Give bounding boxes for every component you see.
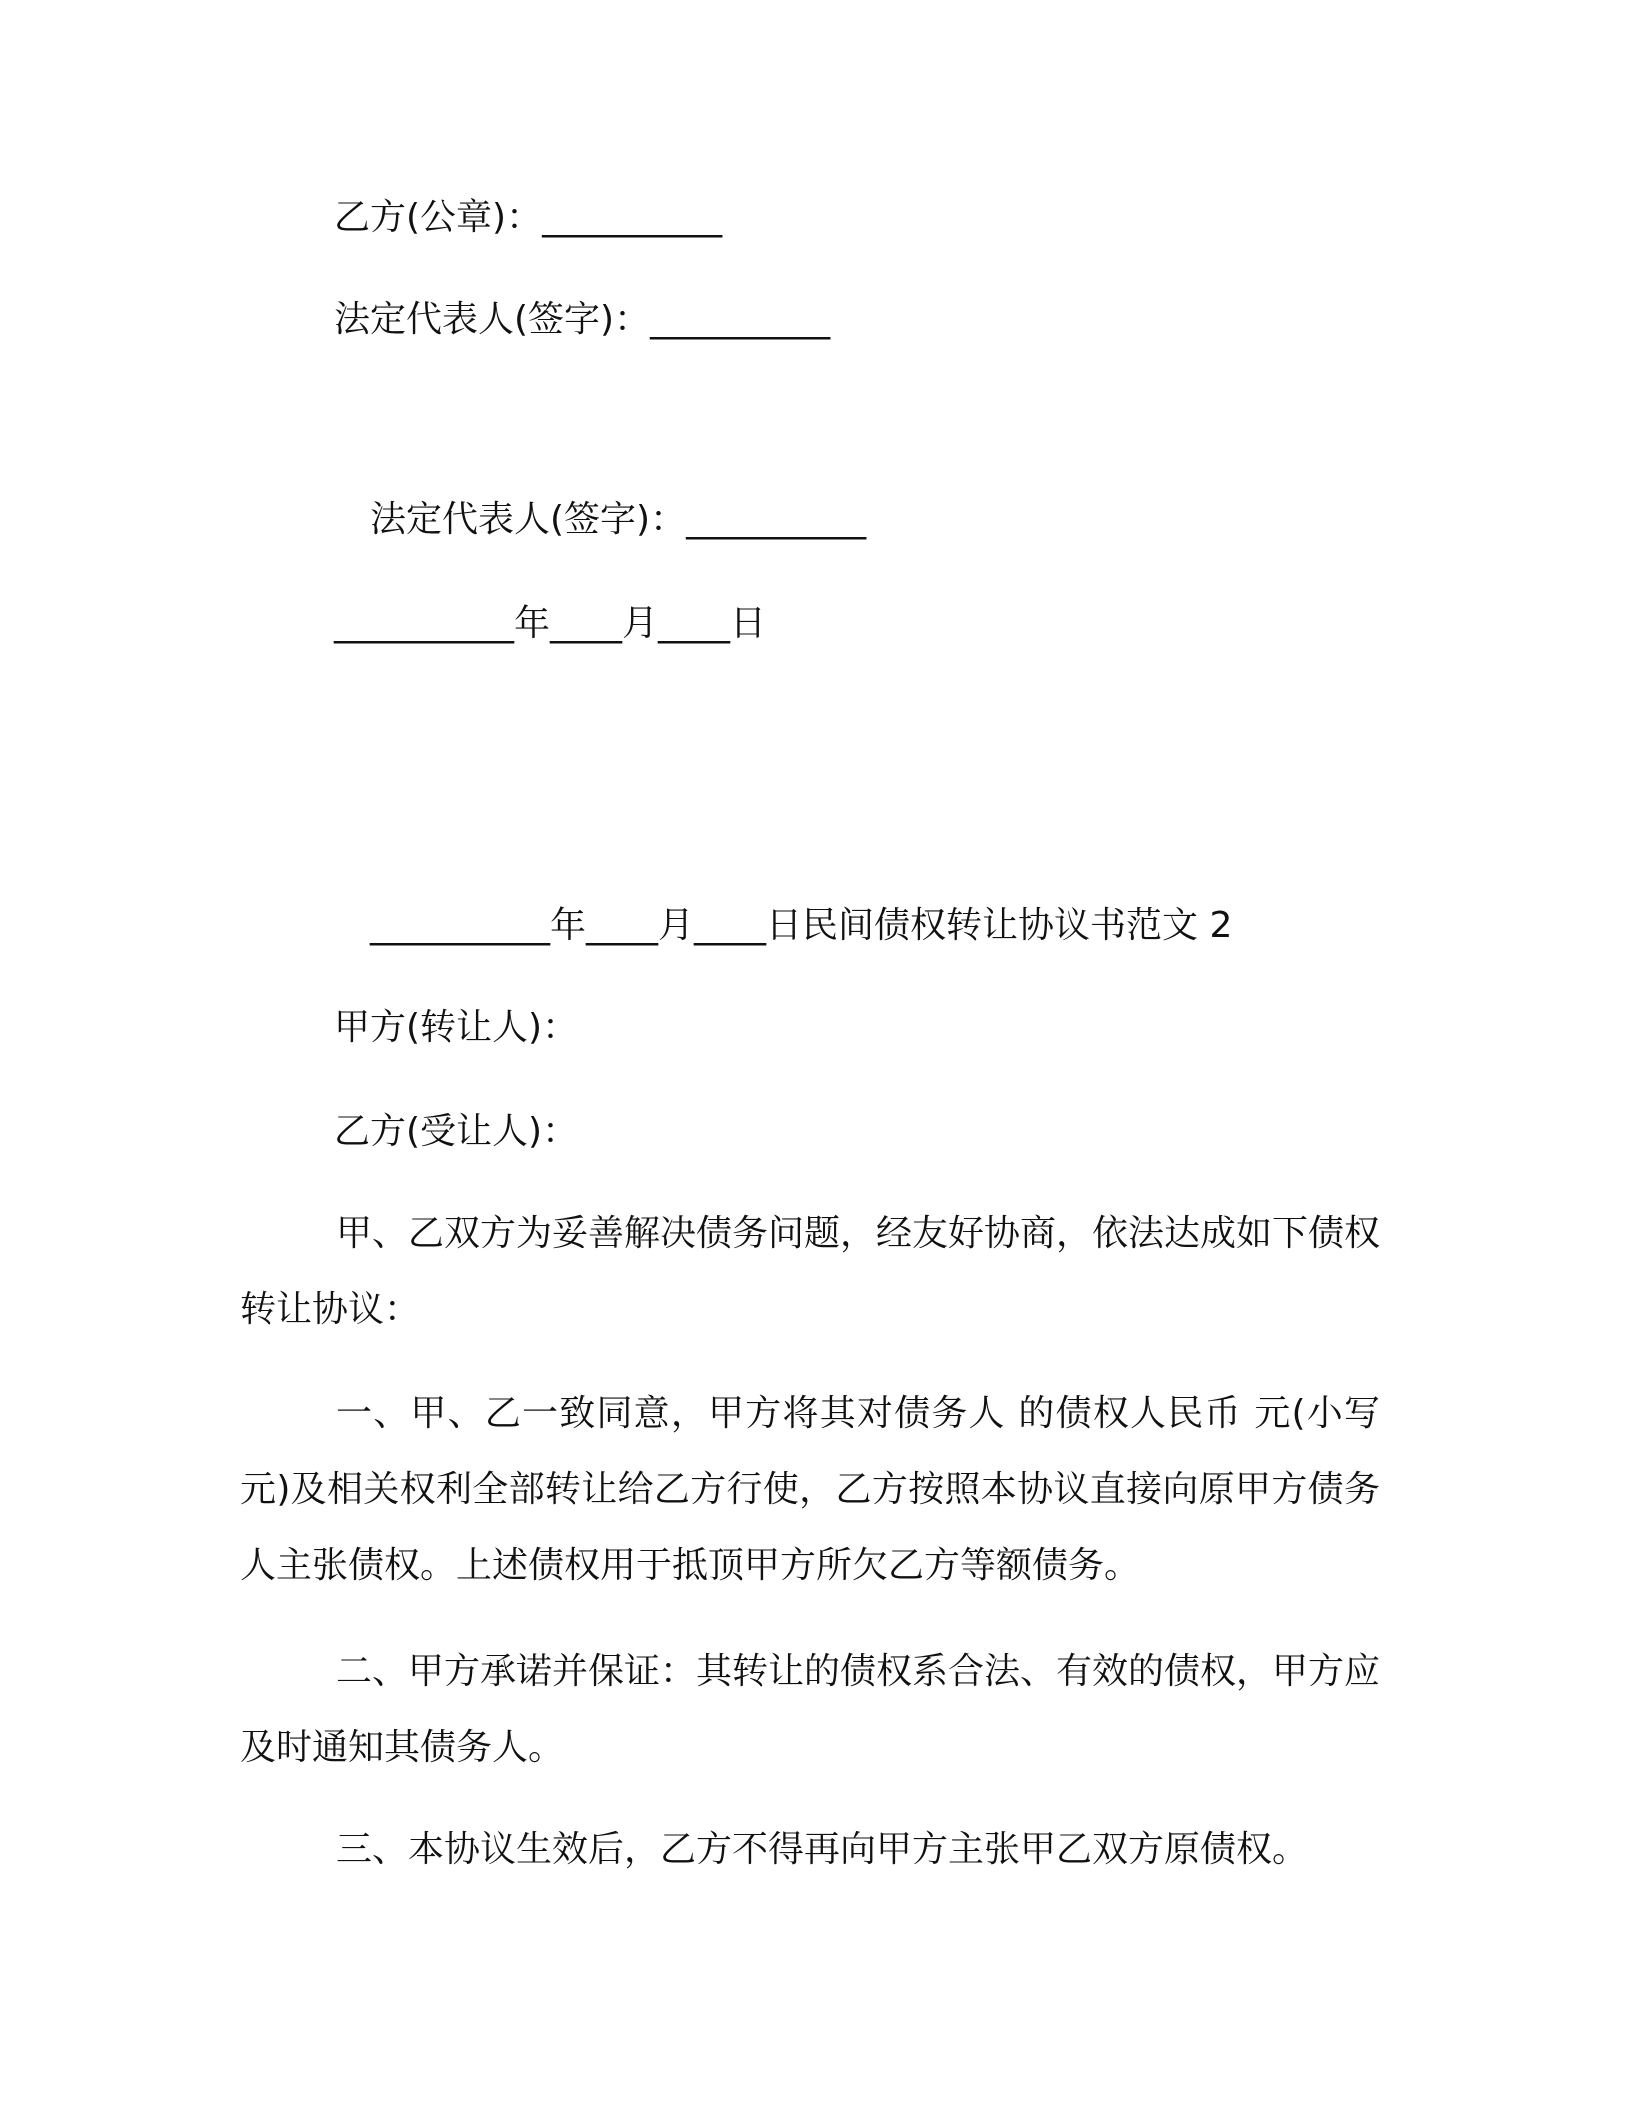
clause-1-paragraph: 一、甲、乙一致同意，甲方将其对债务人 的债权人民币 元(小写 元)及相关权利全部转让给乙方行使，乙方按照本协议直接向原甲方债务人主张债权。上述债权用于抵顶甲方所欠乙方等额债务。 <box>240 1393 1380 1586</box>
preamble-paragraph: 甲、乙双方为妥善解决债务问题，经友好协商，依法达成如下债权转让协议： <box>240 1213 1381 1330</box>
clause-3-paragraph: 三、本协议生效后，乙方不得再向甲方主张甲乙双方原债权。 <box>336 1829 1309 1870</box>
party-a-line: 甲方(转让人)： <box>334 1007 579 1048</box>
party-b-seal-line: 乙方(公章)：__________ <box>334 197 723 238</box>
party-b-line: 乙方(受让人)： <box>334 1111 579 1152</box>
signature-date-line: __________年____月____日 <box>334 603 766 644</box>
legal-rep-signature-line-2: 法定代表人(签字)：__________ <box>370 499 867 540</box>
legal-rep-signature-line: 法定代表人(签字)：__________ <box>334 299 831 340</box>
clause-2-paragraph: 二、甲方承诺并保证：其转让的债权系合法、有效的债权，甲方应及时通知其债务人。 <box>240 1651 1381 1768</box>
agreement-title: __________年____月____日民间债权转让协议书范文 2 <box>370 905 1233 946</box>
